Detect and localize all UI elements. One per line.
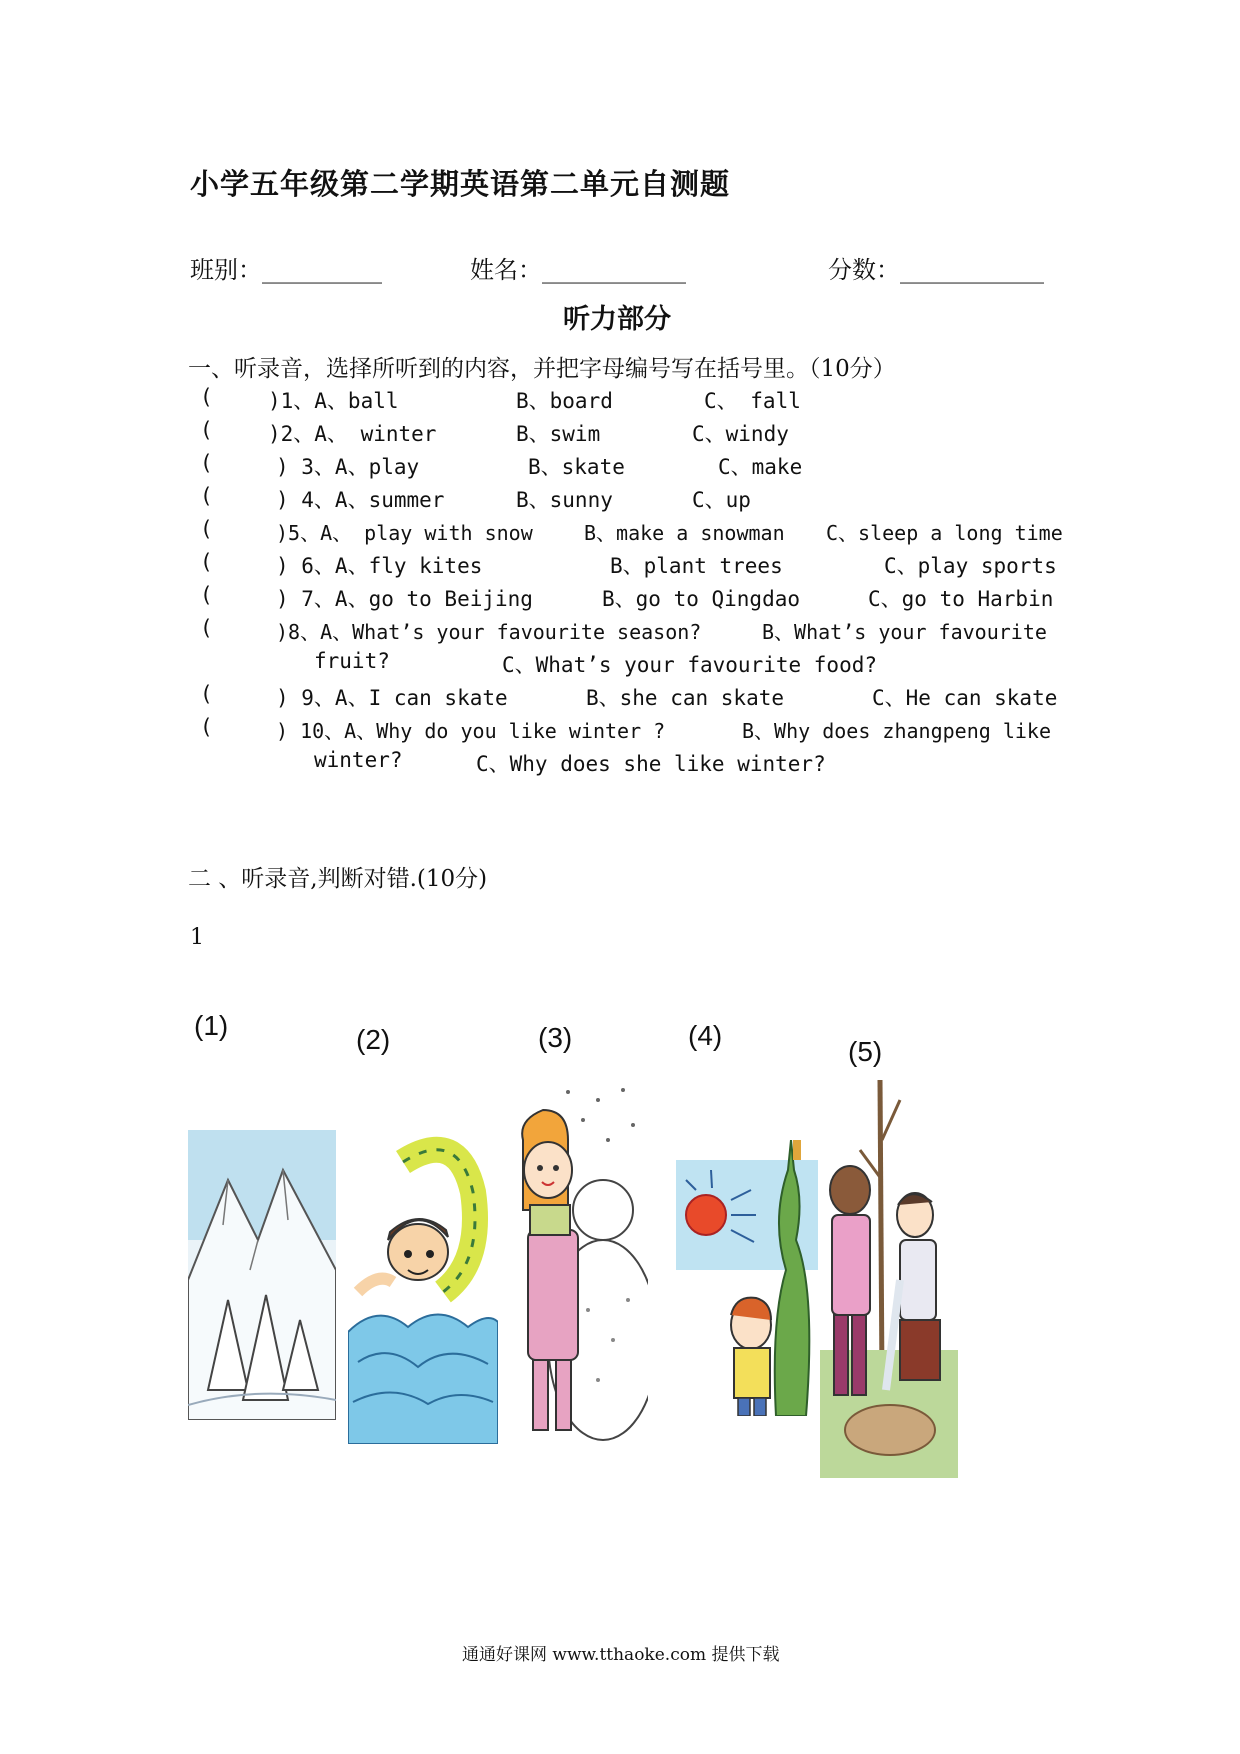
q2-option-c: C、windy [692,422,789,446]
score-blank: ____________ [900,256,1044,284]
q5-option-a: )5、A、 play with snow [276,521,533,545]
q1-option-b: B、board [516,389,613,413]
picture-sunny-day [676,1140,818,1416]
part2-number: 1 [190,925,204,950]
class-blank: __________ [262,256,382,284]
footer: 通通好课网 www.tthaoke.com 提供下载 [462,1645,780,1665]
q5-option-c: C、sleep a long time [826,521,1063,545]
score-label: 分数： [828,256,900,284]
q3-option-a: ) 3、A、play [276,455,420,479]
answer-paren: ( [200,385,213,409]
picture-label-4: (4) [688,1020,723,1051]
q3-option-b: B、skate [528,455,625,479]
picture-planting-tree [820,1080,958,1478]
part2-instruction: 二 、听录音,判断对错.(10分) [188,866,488,892]
q9-option-a: ) 9、A、I can skate [276,686,508,710]
answer-paren: ( [200,451,213,475]
answer-paren: ( [200,484,213,508]
q4-option-c: C、up [692,488,751,512]
part1-instruction: 一、听录音，选择所听到的内容，并把字母编号写在括号里。（10分） [188,356,896,382]
picture-label-5: (5) [848,1036,883,1067]
picture-label-2: (2) [356,1024,391,1055]
q4-option-b: B、sunny [516,488,613,512]
picture-girl-snowman [508,1080,648,1442]
q4-option-a: ) 4、A、summer [276,488,445,512]
picture-snowy-mountains [188,1130,336,1420]
answer-paren: ( [200,418,213,442]
picture-label-3: (3) [538,1022,573,1053]
q2-option-b: B、swim [516,422,601,446]
class-field [190,250,382,285]
answer-paren: ( [200,682,213,706]
q10-option-c: C、Why does she like winter? [476,752,826,776]
score-field [828,250,1044,285]
picture-swimming-boy [348,1132,498,1444]
q1-option-a: )1、A、ball [268,389,399,413]
q10-option-b: B、Why does zhangpeng like [742,719,1051,743]
picture-label-1: (1) [194,1010,229,1041]
q8-option-b: B、What’s your favourite [762,620,1047,644]
q6-option-c: C、play sports [884,554,1057,578]
q9-option-b: B、she can skate [586,686,785,710]
answer-paren: ( [200,583,213,607]
class-label: 班别： [190,256,262,284]
q8-option-b-cont: fruit? [314,649,390,673]
q10-option-a: ) 10、A、Why do you like winter ? [276,719,666,743]
name-blank: ____________ [542,256,686,284]
q6-option-a: ) 6、A、fly kites [276,554,483,578]
name-label: 姓名： [470,256,542,284]
q3-option-c: C、make [718,455,803,479]
section-title: 听力部分 [563,304,671,335]
answer-paren: ( [200,550,213,574]
q8-option-a: )8、A、What’s your favourite season? [276,620,702,644]
q5-option-b: B、make a snowman [584,521,785,545]
q8-option-c: C、What’s your favourite food? [502,653,878,677]
q6-option-b: B、plant trees [610,554,783,578]
q9-option-c: C、He can skate [872,686,1058,710]
name-field [470,250,686,285]
q2-option-a: )2、A、 winter [268,422,437,446]
q10-option-b-cont: winter? [314,748,403,772]
answer-paren: ( [200,517,213,541]
q7-option-b: B、go to Qingdao [602,587,801,611]
q1-option-c: C、 fall [704,389,801,413]
answer-paren: ( [200,715,213,739]
q7-option-c: C、go to Harbin [868,587,1054,611]
q7-option-a: ) 7、A、go to Beijing [276,587,533,611]
answer-paren: ( [200,616,213,640]
page-title: 小学五年级第二学期英语第二单元自测题 [190,167,731,201]
